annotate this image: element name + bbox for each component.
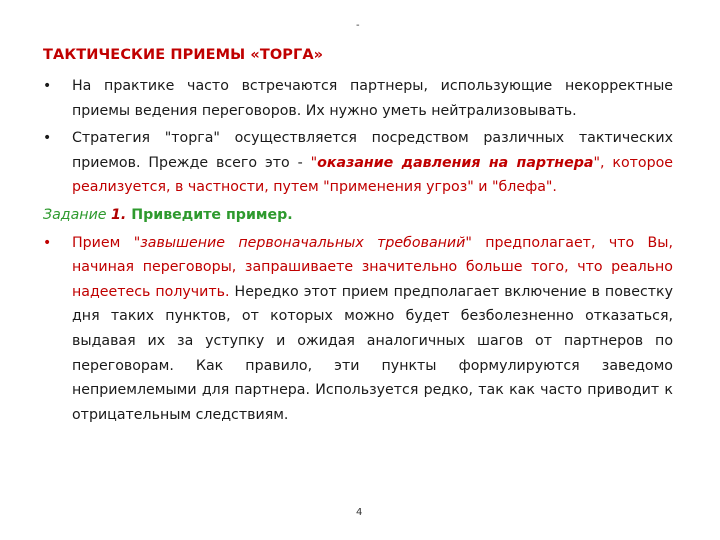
top-mark: - xyxy=(356,20,360,31)
bullet-text-red: Прием " xyxy=(72,234,141,251)
slide-title: ТАКТИЧЕСКИЕ ПРИЕМЫ «ТОРГА» xyxy=(43,47,324,63)
bullet-marker: • xyxy=(43,130,52,147)
slide-content xyxy=(43,74,673,427)
bullet-item-3 xyxy=(43,231,673,428)
bullet-text-red: ", которое реализуется, в частности, путем "применения угроз" и "блефа". xyxy=(72,154,673,196)
bullet-marker: • xyxy=(43,78,52,94)
task-number: 1. xyxy=(111,206,127,223)
bullet-marker: • xyxy=(43,234,52,251)
task-line xyxy=(43,203,673,228)
task-text: Приведите пример. xyxy=(126,206,293,223)
bullet-text-red: " предполагает, что Вы, начиная переговоры, запрашиваете значительно больше того, что реально надеетесь получить. xyxy=(72,234,673,300)
bullet-item-1 xyxy=(43,74,673,123)
bullet-text: Стратегия "торга" осуществляется посредством различных тактических приемов. Прежде всего это - xyxy=(72,130,673,171)
emphasis-pressure: оказание давления на партнера xyxy=(317,154,594,171)
task-label: Задание xyxy=(43,206,112,223)
emphasis-inflated-demands: завышение первоначальных требований xyxy=(140,234,466,251)
page-number: 4 xyxy=(356,507,363,518)
bullet-text: Нередко этот прием предполагает включение в повестку дня таких пунктов, от которых можно будет безболезненно отказаться, выдавая их за уступку и ожидая аналогичных шагов от партнеров по переговорам. Как правило, эти пункты формулируются заведомо неприемлемыми для партнера. Используется редко, так как часто приводит к отрицательным следствиям. xyxy=(72,283,673,423)
quote-open: " xyxy=(310,154,318,171)
bullet-text: На практике часто встречаются партнеры, использующие некорректные приемы ведения переговоров. Их нужно уметь нейтрализовывать. xyxy=(72,78,673,119)
bullet-item-2 xyxy=(43,126,673,200)
